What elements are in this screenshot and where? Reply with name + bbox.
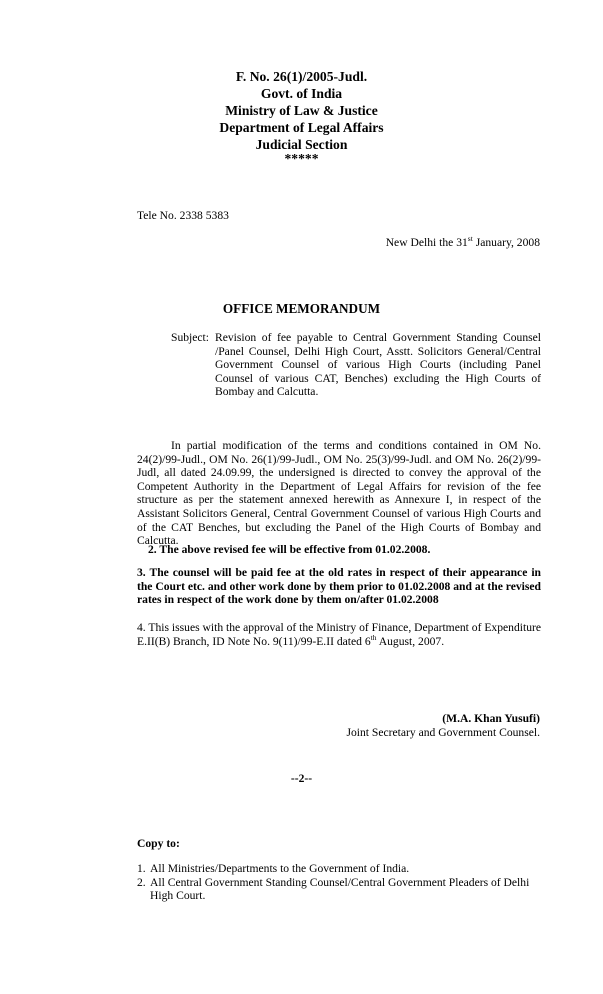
paragraph-4-text: 4. This issues with the approval of the Ministry of Finance, Department of Expenditure E.II(B) Branch, ID Note No. 9(11)/99-E.II dated 6 [137,621,541,648]
letterhead [0,68,603,165]
paragraph-3: 3. The counsel will be paid fee at the old rates in respect of their appearance in the Court etc. and other work done by them prior to 01.02.2008 and at the revised rates in respect of the work done by them on/after 01.02.2008 [137,566,541,607]
signatory-designation: Joint Secretary and Government Counsel. [346,725,540,739]
subject-block [171,331,541,399]
list-item-text: All Central Government Standing Counsel/Central Government Pleaders of Delhi High Court. [150,875,530,903]
header-stars: ***** [284,151,319,166]
section-name: Judicial Section [255,137,348,152]
date-rest: January, 2008 [472,236,540,249]
date-line [386,236,540,250]
paragraph-2: 2. The above revised fee will be effective from 01.02.2008. [148,543,431,556]
department-name: Department of Legal Affairs [219,120,384,135]
paragraph-1: In partial modification of the terms and conditions contained in OM No. 24(2)/99-Judl., OM No. 26(1)/99-Judl., OM No. 25(3)/99-Judl. and OM No. 26(2)/99-Judl, all dated 24.09.99, the undersigned is directed to convey the approval of the Competent Authority in the Department of Legal Affairs for revision of the fee structure as per the statement annexed herewith as Annexure I, in respect of the Assistant Solicitors General, Central Government Counsel of various High Courts and of the CAT Benches, but excluding the Panel of the High Courts of Bombay and Calcutta. [137,439,541,548]
govt-name: Govt. of India [260,86,343,101]
ministry-name: Ministry of Law & Justice [225,103,378,118]
telephone-number: Tele No. 2338 5383 [137,209,229,222]
copy-to-label: Copy to: [137,837,180,850]
signature-block [346,712,540,739]
subject-label: Subject: [171,331,209,344]
list-item [137,862,541,876]
date-prefix: New Delhi the 31 [385,236,468,249]
paragraph-4 [137,621,541,648]
paragraph-4-sup: th [370,632,377,642]
file-number: F. No. 26(1)/2005-Judl. [235,69,368,84]
list-item-number: 2. [137,875,146,889]
date-suffix: st [467,234,473,244]
page-marker: --2-- [290,772,313,785]
memo-title: OFFICE MEMORANDUM [222,301,381,316]
paragraph-4-rest: August, 2007. [376,634,445,648]
copy-to-list [137,862,541,903]
list-item-number: 1. [137,862,146,875]
signatory-name: (M.A. Khan Yusufi) [442,712,540,725]
list-item-text: All Ministries/Departments to the Government of India. [150,862,410,875]
subject-text: Revision of fee payable to Central Government Standing Counsel /Panel Counsel, Delhi High Court, Asstt. Solicitors General/Central Government Counsel of various High Courts (including Panel Counsel of various CAT, Benches) excluding the High Courts of Bombay and Calcutta. [215,331,541,399]
list-item [137,876,541,903]
